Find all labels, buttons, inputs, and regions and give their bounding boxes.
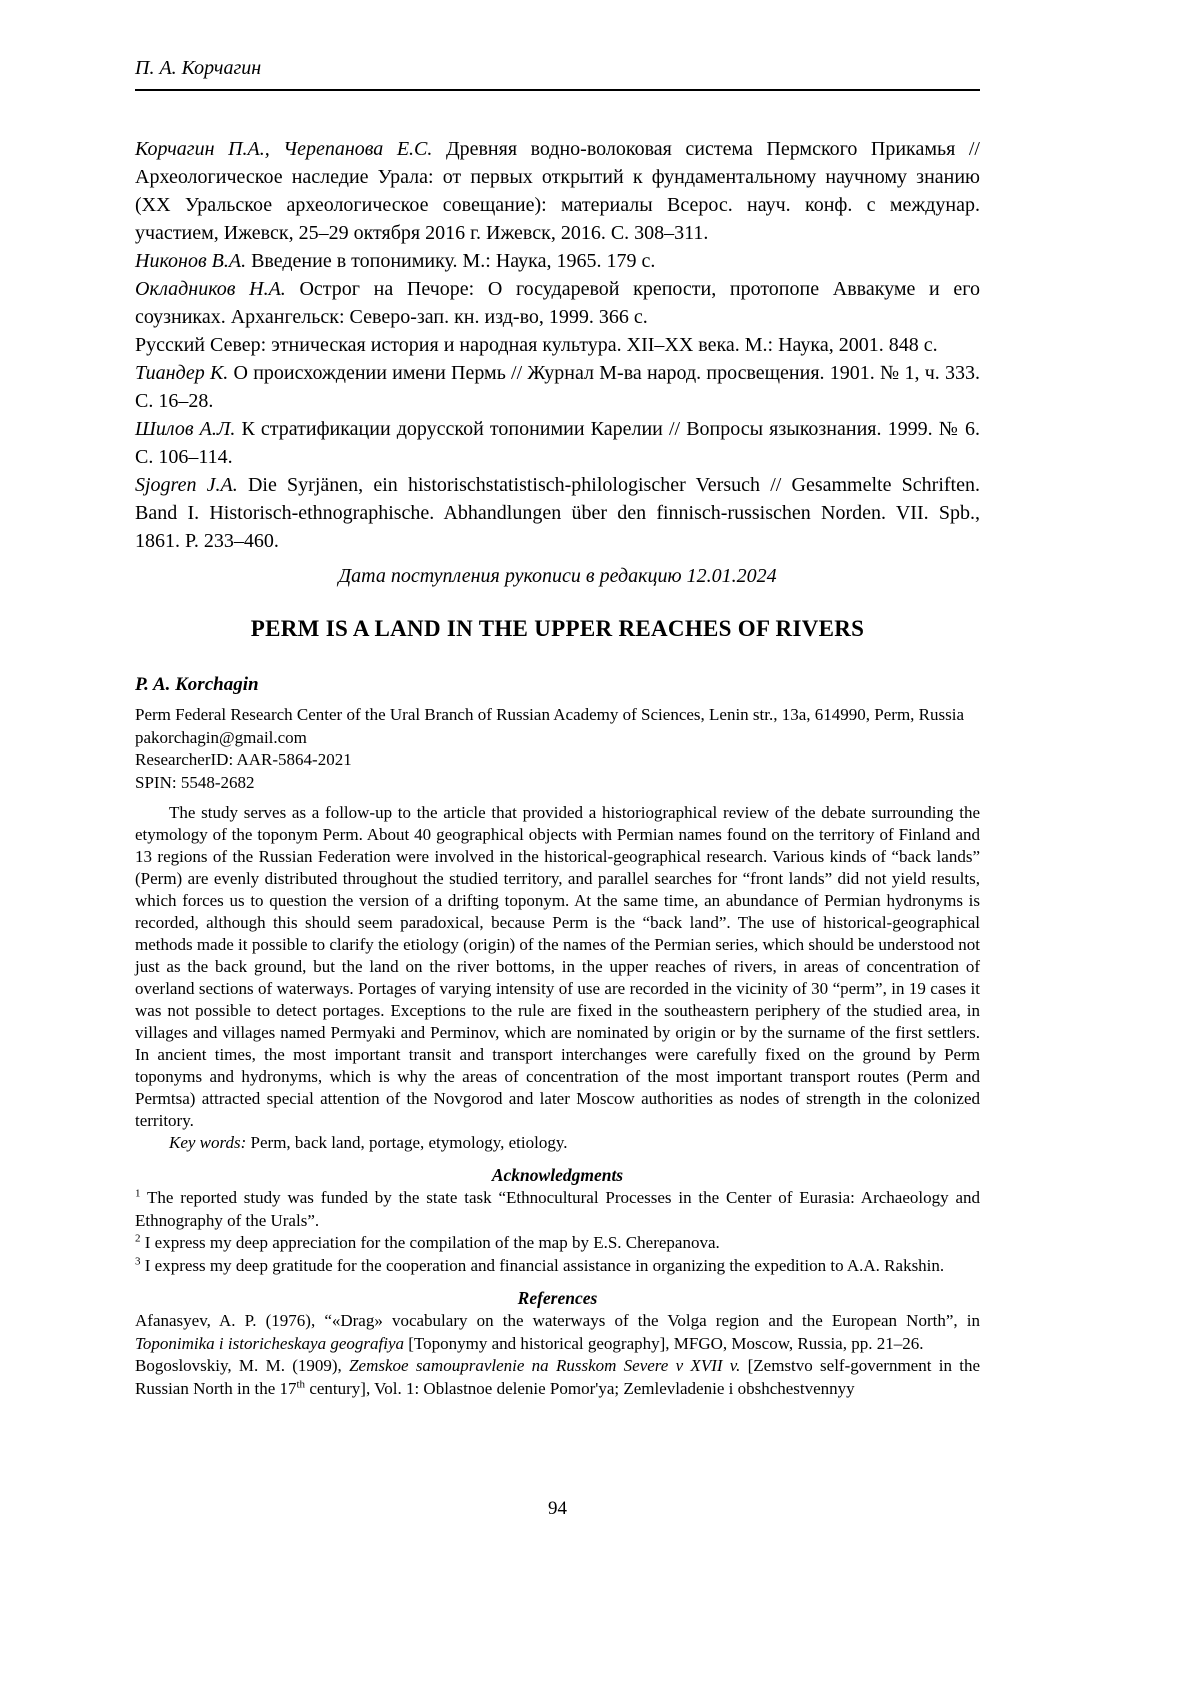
bibliography-entry xyxy=(135,135,980,247)
author-email: pakorchagin@gmail.com xyxy=(135,727,307,747)
bibliography-entry xyxy=(135,471,980,555)
footnote-number: 2 xyxy=(135,1232,141,1245)
reference-entry xyxy=(135,1355,980,1400)
acknowledgment-note xyxy=(135,1187,980,1232)
bibliography-entry xyxy=(135,415,980,471)
bibliography-entry xyxy=(135,275,980,331)
author-name: P. A. Korchagin xyxy=(135,674,259,695)
acknowledgments-heading: Acknowledgments xyxy=(491,1165,624,1185)
references-heading: References xyxy=(517,1288,598,1308)
running-header: П. А. Корчагин xyxy=(135,56,980,91)
bib-text: Die Syrjänen, ein historischstatistisch-philologischer Versuch // Gesammelte Schriften. Band I. Historisch-ethnographische. Abhandlungen über den finnisch-russischen Norden. VII. Spb., 1861. P. 233–460. xyxy=(135,474,980,552)
reference-text: century], Vol. 1: Oblastnoe delenie Pomor'ya; Zemlevladenie i obshchestvennyy xyxy=(305,1378,855,1398)
author-meta-block xyxy=(135,704,980,794)
bib-text: Древняя водно-волоковая система Пермского Прикамья // Археологическое наследие Урала: от первых открытий к фундаментальному научному знанию (XX Уральское археологическое совещание): материалы Всерос. науч. конф. с междунар. участием, Ижевск, 25–29 октября 2016 г. Ижевск, 2016. С. 308–311. xyxy=(135,138,980,244)
bib-author: Корчагин П.А., Черепанова Е.С. xyxy=(135,138,433,160)
bib-author: Шилов А.Л. xyxy=(135,418,236,440)
reference-entry xyxy=(135,1310,980,1355)
bibliography-entry xyxy=(135,247,980,275)
reference-title: Zemskoe samoupravlenie na Russkom Severe v XVII v. xyxy=(349,1356,741,1375)
footnote-number: 1 xyxy=(135,1187,141,1200)
bib-text: Введение в топонимику. М.: Наука, 1965. 179 с. xyxy=(246,250,656,272)
bib-author: Тиандер К. xyxy=(135,362,229,384)
page-number: 94 xyxy=(548,1498,567,1519)
manuscript-date-line: Дата поступления рукописи в редакцию 12.01.2024 xyxy=(338,565,777,587)
bib-text: О происхождении имени Пермь // Журнал М-ва народ. просвещения. 1901. № 1, ч. 333. С. 16–28. xyxy=(135,362,980,412)
bibliography-entry xyxy=(135,331,980,359)
ordinal-superscript: th xyxy=(296,1377,306,1390)
acknowledgment-note xyxy=(135,1232,980,1255)
article-title: PERM IS A LAND IN THE UPPER REACHES OF RIVERS xyxy=(250,616,865,641)
reference-title: Toponimika i istoricheskaya geografiya xyxy=(135,1333,404,1353)
affiliation: Perm Federal Research Center of the Ural Branch of Russian Academy of Sciences, Lenin str., 13a, 614990, Perm, Russia xyxy=(135,705,965,724)
reference-text: [Toponymy and historical geography], MFGO, Moscow, Russia, pp. 21–26. xyxy=(404,1333,924,1353)
footnote-text: I express my deep appreciation for the compilation of the map by E.S. Cherepanova. xyxy=(140,1233,720,1252)
footnote-text: I express my deep gratitude for the cooperation and financial assistance in organizing the expedition to A.A. Rakshin. xyxy=(140,1255,945,1275)
bib-author: Окладников Н.А. xyxy=(135,278,286,300)
footnote-text: The reported study was funded by the state task “Ethnocultural Processes in the Center of Eurasia: Archaeology and Ethnography of the Urals”. xyxy=(135,1188,980,1230)
bib-text: Русский Север: этническая история и народная культура. XII–XX века. М.: Наука, 2001. 848 с. xyxy=(135,334,938,356)
acknowledgment-note xyxy=(135,1255,980,1278)
abstract-paragraph: The study serves as a follow-up to the article that provided a historiographical review of the debate surrounding the etymology of the toponym Perm. About 40 geographical objects with Permian names found on the territory of Finland and 13 regions of the Russian Federation were involved in the historical-geographical research. Various kinds of “back lands” (Perm) are evenly distributed throughout the studied territory, and parallel searches for “front lands” did not yield results, which forces us to question the version of a drifting toponym. At the same time, an abundance of Permian hydronyms is recorded, although this should seem paradoxical, because Perm is the “back land”. The use of historical-geographical methods made it possible to clarify the etiology (origin) of the names of the Permian series, which should be understood not just as the back ground, but the land on the river bottoms, in the upper reaches of rivers, in areas of concentration of overland sections of waterways. Portages of varying intensity of use are recorded in the vicinity of 30 “perm”, in 19 cases it was not possible to detect portages. Exceptions to the rule are fixed in the southeastern periphery of the studied area, in villages and villages named Permyaki and Perminov, which are nominated by origin or by the surname of the first settlers. In ancient times, the most important transit and transport interchanges were carefully fixed on the ground by Perm toponyms and hydronyms, which is why the areas of concentration of the most important transport routes (Perm and Permtsa) attracted special attention of the Novgorod and later Moscow authorities as nodes of strength in the colonized territory. xyxy=(135,803,980,1130)
researcher-id: ResearcherID: AAR-5864-2021 xyxy=(135,750,352,769)
reference-text: Bogoslovskiy, M. M. (1909), xyxy=(135,1356,350,1375)
reference-text: [Zemstvo self-government in the Russian North in the 17 xyxy=(135,1356,980,1398)
bib-text: К стратификации дорусской топонимии Карелии // Вопросы языкознания. 1999. № 6. С. 106–114. xyxy=(135,418,980,468)
keywords-line xyxy=(135,1132,980,1154)
bib-author: Sjogren J.A. xyxy=(135,474,238,496)
footnote-number: 3 xyxy=(135,1254,141,1267)
bib-text: Острог на Печоре: О государевой крепости, протопопе Аввакуме и его соузниках. Архангельск: Северо-зап. кн. изд-во, 1999. 366 с. xyxy=(135,278,981,328)
spin-id: SPIN: 5548-2682 xyxy=(135,772,255,792)
bibliography-entry xyxy=(135,359,980,415)
keywords-text: Perm, back land, portage, etymology, etiology. xyxy=(246,1133,568,1152)
bibliography-section xyxy=(135,135,980,555)
reference-text: Afanasyev, A. P. (1976), “«Drag» vocabulary on the waterways of the Volga region and the European North”, in xyxy=(135,1311,980,1330)
keywords-label: Key words: xyxy=(169,1133,247,1152)
bib-author: Никонов В.А. xyxy=(135,250,247,272)
